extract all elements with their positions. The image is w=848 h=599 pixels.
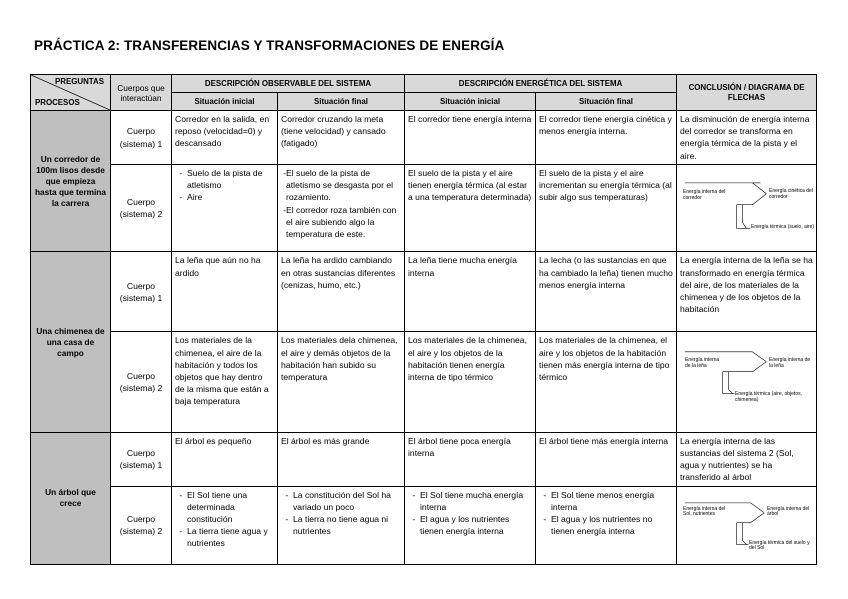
sistema-cell: Cuerpo (sistema) 1 <box>111 432 172 486</box>
table-row <box>31 432 817 486</box>
list-item: - La tierra no tiene agua ni nutrientes <box>293 513 401 537</box>
ene-final-cell: El suelo de la pista y el aire incrementan su energía térmica (al subir algo sus temperaturas) <box>536 165 677 252</box>
conclusion-cell: La energía interna de la leña se ha transformado en energía térmica del aire, de los materiales de la chimenea y de los objetos de la habitación <box>677 252 817 332</box>
list-item: - El Sol tiene menos energía interna <box>551 489 673 513</box>
arrow-diagram-arbol <box>677 486 817 564</box>
diagram-source-label: Energía interna de la leña <box>685 357 720 369</box>
obs-inicial-cell <box>172 165 278 252</box>
diagram-bottom-label: Energía térmica (aire, objetos, chimenea) <box>735 391 802 403</box>
proceso-chimenea: Una chimenea de una casa de campo <box>31 252 111 432</box>
ene-final-cell: La lecha (o las sustancias en que ha cambiado la leña) tienen mucho menos energía interna <box>536 252 677 332</box>
list-item: - El suelo de la pista de atletismo se desgasta por el rozamiento. <box>286 167 401 204</box>
diagram-bottom-label: Energía térmica (suelo, aire) <box>751 224 815 230</box>
table-row <box>31 332 817 432</box>
obs-inicial-cell: El árbol es pequeño <box>172 432 278 486</box>
obs-inicial-cell <box>172 486 278 564</box>
ene-inicial-cell: Los materiales de la chimenea, el aire y los objetos de la habitación tienen energía interna de tipo térmico <box>405 332 536 432</box>
list-item: - El corredor roza también con el aire subiendo algo la temperatura de este. <box>286 204 401 241</box>
list-item: - El Sol tiene mucha energía interna <box>420 489 532 513</box>
sistema-cell: Cuerpo (sistema) 1 <box>111 252 172 332</box>
sistema-cell: Cuerpo (sistema) 1 <box>111 111 172 165</box>
diagram-bottom-label: Energía térmica del suelo y del Sol <box>749 539 810 552</box>
conclusion-cell: La disminución de energía interna del corredor se transforma en energía térmica de la pista y el aire. <box>677 111 817 165</box>
energy-table <box>30 74 817 565</box>
header-ene-final: Situación final <box>536 93 677 111</box>
ene-inicial-cell <box>405 486 536 564</box>
sistema-cell: Cuerpo (sistema) 2 <box>111 332 172 432</box>
arrow-diagram-lines <box>677 332 816 431</box>
obs-final-cell: Los materiales dela chimenea, el aire y demás objetos de la habitación han subido su temperatura <box>278 332 405 432</box>
arrow-diagram-corredor <box>677 165 817 252</box>
arrow-diagram-lines <box>677 165 816 251</box>
list-item: - Suelo de la pista de atletismo <box>187 167 274 191</box>
arrow-diagram-lines <box>677 487 816 564</box>
obs-final-cell <box>278 165 405 252</box>
obs-inicial-cell: La leña que aún no ha ardido <box>172 252 278 332</box>
proceso-corredor: Un corredor de 100m lisos desde que empieza hasta que termina la carrera <box>31 111 111 252</box>
list-item: - Aire <box>187 191 274 203</box>
list-item: - El Sol tiene una determinada constitución <box>187 489 274 526</box>
ene-inicial-cell: El suelo de la pista y el aire tienen energía térmica (al estar a una temperatura determinada) <box>405 165 536 252</box>
obs-inicial-cell: Los materiales de la chimenea, el aire de la habitación y todos los objetos que hay dentro de la misma que están a baja temperatura <box>172 332 278 432</box>
diagram-source-label: Energía interna del corredor <box>683 189 726 201</box>
diagram-top-label: Energía interna del árbol <box>767 505 810 518</box>
obs-final-cell: El árbol es más grande <box>278 432 405 486</box>
obs-final-cell <box>278 486 405 564</box>
list-item: - El agua y los nutrientes no tienen energía interna <box>551 513 673 537</box>
page-title: PRÁCTICA 2: TRANSFERENCIAS Y TRANSFORMACIONES DE ENERGÍA <box>34 38 505 53</box>
diagram-source-label: Energía interna del Sol, nutrientes <box>683 505 726 518</box>
table-row <box>31 486 817 564</box>
proceso-arbol: Un árbol que crece <box>31 432 111 564</box>
table-row <box>31 111 817 165</box>
header-cuerpos: Cuerpos que interactúan <box>111 75 172 111</box>
list-item: - La constitución del Sol ha variado un poco <box>293 489 401 513</box>
header-row-1 <box>31 75 817 93</box>
conclusion-cell: La energía interna de las sustancias del sistema 2 (Sol, agua y nutrientes) se ha transferido al árbol <box>677 432 817 486</box>
ene-final-cell <box>536 486 677 564</box>
ene-inicial-cell: El árbol tiene poca energía interna <box>405 432 536 486</box>
sistema-cell: Cuerpo (sistema) 2 <box>111 165 172 252</box>
ene-final-cell: El árbol tiene más energía interna <box>536 432 677 486</box>
list-item: - La tierra tiene agua y nutrientes <box>187 525 274 549</box>
header-ene-inicial: Situación inicial <box>405 93 536 111</box>
ene-final-cell: El corredor tiene energía cinética y menos energía interna. <box>536 111 677 165</box>
ene-inicial-cell: El corredor tiene energía interna <box>405 111 536 165</box>
obs-final-cell: Corredor cruzando la meta (tiene velocidad) y cansado (fatigado) <box>278 111 405 165</box>
header-obs-final: Situación final <box>278 93 405 111</box>
header-conclusion: CONCLUSIÓN / DIAGRAMA DE FLECHAS <box>677 75 817 111</box>
sistema-cell: Cuerpo (sistema) 2 <box>111 486 172 564</box>
list-item: - El agua y los nutrientes tienen energía interna <box>420 513 532 537</box>
arrow-diagram-chimenea <box>677 332 817 432</box>
table-row <box>31 252 817 332</box>
obs-final-cell: La leña ha ardido cambiando en otras sustancias diferentes (cenizas, humo, etc.) <box>278 252 405 332</box>
header-obs-inicial: Situación inicial <box>172 93 278 111</box>
header-observable: DESCRIPCIÓN OBSERVABLE DEL SISTEMA <box>172 75 405 93</box>
header-preguntas: PREGUNTAS <box>55 77 104 86</box>
obs-inicial-cell: Corredor en la salida, en reposo (velocidad=0) y descansado <box>172 111 278 165</box>
diagram-top-label: Energía cinética del corredor <box>769 188 813 200</box>
ene-final-cell: Los materiales de la chimenea, el aire y los objetos de la habitación tienen más energía interna de tipo térmico <box>536 332 677 432</box>
header-energetica: DESCRIPCIÓN ENERGÉTICA DEL SISTEMA <box>405 75 677 93</box>
table-row <box>31 165 817 252</box>
header-procesos: PROCESOS <box>35 98 80 107</box>
ene-inicial-cell: La leña tiene mucha energía interna <box>405 252 536 332</box>
header-corner <box>31 75 111 111</box>
diagram-top-label: Energía interna de la leña <box>769 357 811 369</box>
